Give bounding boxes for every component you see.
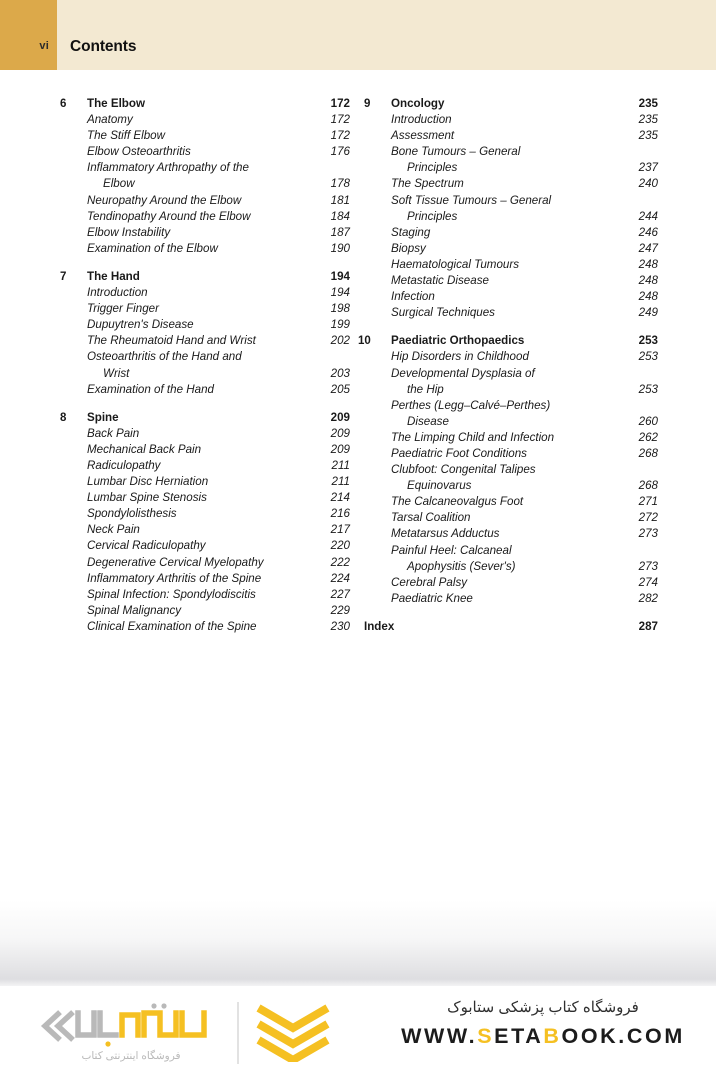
toc-page-number: 220 [330,539,350,553]
toc-entry-label: Surgical Techniques [391,306,495,320]
toc-entry-row[interactable] [364,446,658,462]
toc-entry-label: Haematological Tumours [391,257,520,271]
toc-entry-row[interactable] [60,571,350,587]
toc-entry-label: Developmental Dysplasia of [391,366,535,380]
toc-entry-label: Metatarsus Adductus [391,527,500,541]
chevron-stack-icon [256,1004,330,1062]
toc-chapter-row[interactable] [60,410,350,426]
toc-entry-label: The Limping Child and Infection [391,430,555,444]
toc-entry-row[interactable] [60,426,350,442]
toc-entry-row[interactable] [364,144,658,176]
toc-chapter-block [358,333,658,607]
toc-entry-row[interactable] [60,112,350,128]
toc-chapter-row[interactable] [60,96,350,112]
toc-entry-label: Paediatric Knee [391,591,473,605]
toc-page-number: 248 [638,274,658,288]
toc-page-number: 253 [638,350,658,364]
toc-entry-row[interactable] [60,349,350,381]
page-title: Contents [70,38,137,55]
toc-chapter-row[interactable] [364,96,658,112]
toc-page-number: 260 [638,414,658,428]
toc-entry-label: Tendinopathy Around the Elbow [87,209,251,223]
toc-page-number: 209 [330,442,350,456]
toc-entry-row[interactable] [60,128,350,144]
toc-chapter-number: 10 [358,335,371,348]
toc-page-number: 202 [330,334,350,348]
toc-entry-row[interactable] [60,603,350,619]
toc-page-number: 240 [638,177,658,191]
toc-entry-label: Painful Heel: Calcaneal [391,543,512,557]
toc-page-number: 176 [330,145,350,159]
toc-page-number: 271 [638,495,658,509]
toc-entry-label: the Hip [407,382,444,396]
footer-persian-line: فروشگاه کتاب پزشکی ستابوک [447,999,639,1016]
toc-column-right [358,96,658,635]
toc-entry-row[interactable] [364,575,658,591]
toc-entry-label: Staging [391,225,431,239]
toc-entry-label: Wrist [103,366,130,380]
toc-entry-row[interactable] [364,430,658,446]
toc-entry-label: Degenerative Cervical Myelopathy [87,555,264,569]
page-bottom-shadow [0,900,716,986]
toc-page-number: 237 [638,161,658,175]
toc-chapter-number: 9 [364,98,371,110]
toc-entry-row[interactable] [364,241,658,257]
toc-entry-row[interactable] [60,144,350,160]
toc-entry-label: Biopsy [391,241,426,255]
toc-page-number: 198 [330,302,350,316]
toc-entry-row[interactable] [60,474,350,490]
toc-entry-row[interactable] [60,619,350,635]
toc-entry-label: Spinal Infection: Spondylodiscitis [87,587,256,601]
toc-entry-label: Infection [391,290,435,304]
toc-entry-row[interactable] [364,591,658,607]
toc-entry-label: Neck Pain [87,523,140,537]
toc-entry-row[interactable] [60,522,350,538]
toc-index-row[interactable] [364,619,658,635]
toc-chapter-number: 6 [60,98,67,110]
toc-entry-label: Elbow Osteoarthritis [87,145,191,159]
toc-page-number: 194 [330,269,350,283]
toc-entry-row[interactable] [60,225,350,241]
toc-page-number: 172 [330,129,350,143]
url-segment: OOK.COM [561,1024,685,1048]
toc-entry-row[interactable] [364,257,658,273]
toc-entry-row[interactable] [60,209,350,225]
toc-entry-label: Principles [407,161,458,175]
toc-entry-label: Tarsal Coalition [391,511,471,525]
toc-page-number: 235 [638,97,658,110]
toc-chapter-row[interactable] [358,333,658,349]
toc-entry-label: The Stiff Elbow [87,129,165,143]
toc-page-number: 247 [638,241,658,255]
toc-entry-row[interactable] [60,490,350,506]
toc-page-number: 209 [330,426,350,440]
toc-page-number: 217 [330,523,350,537]
toc-page-number: 249 [638,306,658,320]
toc-entry-row[interactable] [364,366,658,398]
toc-entry-row[interactable] [60,587,350,603]
toc-chapter-row[interactable] [60,269,350,285]
toc-entry-label: Osteoarthritis of the Hand and [87,350,242,364]
logo-tagline: فروشگاه اینترنتی کتاب [81,1050,181,1062]
toc-entry-row[interactable] [364,349,658,365]
toc-entry-label: Lumbar Disc Herniation [87,475,209,489]
toc-page-number: 272 [638,511,658,525]
toc-entry-label: Inflammatory Arthropathy of the [87,161,249,175]
toc-entry-row[interactable] [60,241,350,257]
toc-entry-row[interactable] [60,333,350,349]
toc-entry-label: Oncology [391,97,445,110]
url-segment: B [543,1024,562,1048]
toc-page-number: 262 [638,430,658,444]
toc-page-number: 216 [330,507,350,521]
toc-page-number: 268 [638,479,658,493]
toc-entry-label: Spondylolisthesis [87,507,177,521]
toc-entry-label: Introduction [87,286,148,300]
toc-page-number: 246 [638,225,658,239]
toc-page-number: 178 [330,177,350,191]
toc-entry-row[interactable] [364,398,658,430]
toc-page-number: 230 [330,619,350,633]
toc-entry-label: Spine [87,410,119,424]
toc-page-number: 184 [330,209,350,223]
url-segment: WWW. [401,1024,478,1048]
toc-chapter-block [60,269,350,398]
toc-page-number: 253 [638,382,658,396]
toc-entry-label: Principles [407,209,458,223]
toc-page-number: 253 [638,334,658,348]
toc-page-number: 187 [330,225,350,239]
toc-entry-row[interactable] [364,112,658,128]
toc-entry-row[interactable] [364,225,658,241]
toc-entry-row[interactable] [60,285,350,301]
toc-entry-row[interactable] [364,128,658,144]
toc-entry-label: The Hand [87,269,140,283]
running-header [0,0,716,70]
folio-color-block [0,0,57,70]
toc-page-number: 172 [330,97,350,110]
toc-page-number: 248 [638,257,658,271]
toc-page-number: 227 [330,587,350,601]
toc-entry-label: Apophysitis (Sever's) [407,559,516,573]
toc-entry-row[interactable] [364,305,658,321]
toc-entry-label: Mechanical Back Pain [87,442,202,456]
toc-entry-row[interactable] [364,494,658,510]
toc-entry-row[interactable] [60,442,350,458]
toc-entry-label: Assessment [391,129,455,143]
toc-entry-label: Clubfoot: Congenital Talipes [391,463,536,477]
toc-page-number: 205 [330,382,350,396]
toc-entry-label: Soft Tissue Tumours – General [391,193,552,207]
toc-entry-row[interactable] [364,462,658,494]
toc-chapter-block [364,96,658,321]
toc-entry-label: The Elbow [87,97,145,110]
toc-entry-label: Equinovarus [407,479,472,493]
toc-entry-label: Back Pain [87,426,140,440]
toc-entry-row[interactable] [60,538,350,554]
toc-entry-label: Radiculopathy [87,458,161,472]
toc-page-number: 214 [330,491,350,505]
toc-entry-row[interactable] [60,301,350,317]
toc-entry-row[interactable] [364,526,658,542]
toc-page-number: 274 [638,575,658,589]
toc-entry-label: Paediatric Foot Conditions [391,446,527,460]
toc-entry-row[interactable] [364,289,658,305]
toc-page-number: 199 [330,318,350,332]
toc-index-page-number: 287 [638,619,658,633]
toc-chapter-block [60,410,350,635]
toc-page-number: 235 [638,129,658,143]
toc-page-number: 209 [330,410,350,424]
toc-page-number: 181 [330,193,350,207]
toc-entry-label: Perthes (Legg–Calvé–Perthes) [391,398,551,412]
toc-entry-label: Examination of the Hand [87,382,214,396]
toc-entry-label: Hip Disorders in Childhood [391,350,529,364]
folio-number: vi [39,40,49,52]
toc-page-number: 222 [330,555,350,569]
toc-entry-row[interactable] [364,543,658,575]
toc-page-number: 244 [638,209,658,223]
toc-page-number: 211 [331,475,350,489]
toc-page-number: 282 [638,591,658,605]
toc-entry-label: Trigger Finger [87,302,159,316]
toc-entry-label: Disease [407,414,449,428]
toc-page-number: 248 [638,290,658,304]
toc-entry-label: Bone Tumours – General [391,145,521,159]
logo-wordmark-icon [38,1002,224,1050]
toc-entry-label: Inflammatory Arthritis of the Spine [87,571,262,585]
toc-page-number: 190 [330,241,350,255]
toc-entry-row[interactable] [364,510,658,526]
toc-entry-label: Paediatric Orthopaedics [391,334,525,348]
toc-page-number: 211 [331,458,350,472]
toc-entry-label: The Spectrum [391,177,464,191]
toc-page-number: 194 [330,286,350,300]
toc-column-left [60,96,350,647]
toc-entry-row[interactable] [364,273,658,289]
toc-entry-row[interactable] [60,506,350,522]
toc-entry-label: Elbow Instability [87,225,171,239]
toc-entry-label: Introduction [391,113,452,127]
logo-divider [237,1002,239,1064]
setabook-logo[interactable] [24,992,324,1076]
toc-entry-row[interactable] [60,193,350,209]
footer-website-url[interactable] [378,1024,708,1049]
toc-entry-label: Neuropathy Around the Elbow [87,193,242,207]
toc-entry-row[interactable] [60,160,350,192]
toc-entry-row[interactable] [60,317,350,333]
toc-entry-label: Elbow [103,177,135,191]
toc-entry-row[interactable] [60,458,350,474]
url-segment: ETA [494,1024,544,1048]
toc-entry-label: Metastatic Disease [391,274,489,288]
toc-entry-label: Cervical Radiculopathy [87,539,206,553]
toc-entry-label: Lumbar Spine Stenosis [87,491,207,505]
footer-brand-text [378,994,708,1049]
toc-entry-label: Spinal Malignancy [87,603,182,617]
toc-entry-label: Anatomy [87,113,133,127]
toc-index-label: Index [364,619,395,633]
toc-entry-label: Dupuytren's Disease [87,318,194,332]
toc-entry-row[interactable] [60,555,350,571]
toc-page-number: 172 [330,113,350,127]
toc-page-number: 229 [330,603,350,617]
toc-entry-row[interactable] [60,382,350,398]
toc-entry-row[interactable] [364,176,658,192]
toc-page-number: 273 [638,559,658,573]
toc-entry-label: Clinical Examination of the Spine [87,619,257,633]
toc-chapter-block [60,96,350,257]
toc-page-number: 235 [638,113,658,127]
footer-watermark-bar [0,986,716,1079]
toc-entry-row[interactable] [364,193,658,225]
toc-chapter-number: 8 [60,411,67,424]
toc-page-number: 203 [330,366,350,380]
url-segment: S [477,1024,495,1048]
toc-page-number: 224 [330,571,350,585]
toc-entry-label: Examination of the Elbow [87,241,218,255]
toc-page-number: 268 [638,446,658,460]
toc-entry-label: The Calcaneovalgus Foot [391,495,524,509]
toc-entry-label: Cerebral Palsy [391,575,468,589]
toc-chapter-number: 7 [60,270,67,283]
toc-entry-label: The Rheumatoid Hand and Wrist [87,334,256,348]
toc-page-number: 273 [638,527,658,541]
